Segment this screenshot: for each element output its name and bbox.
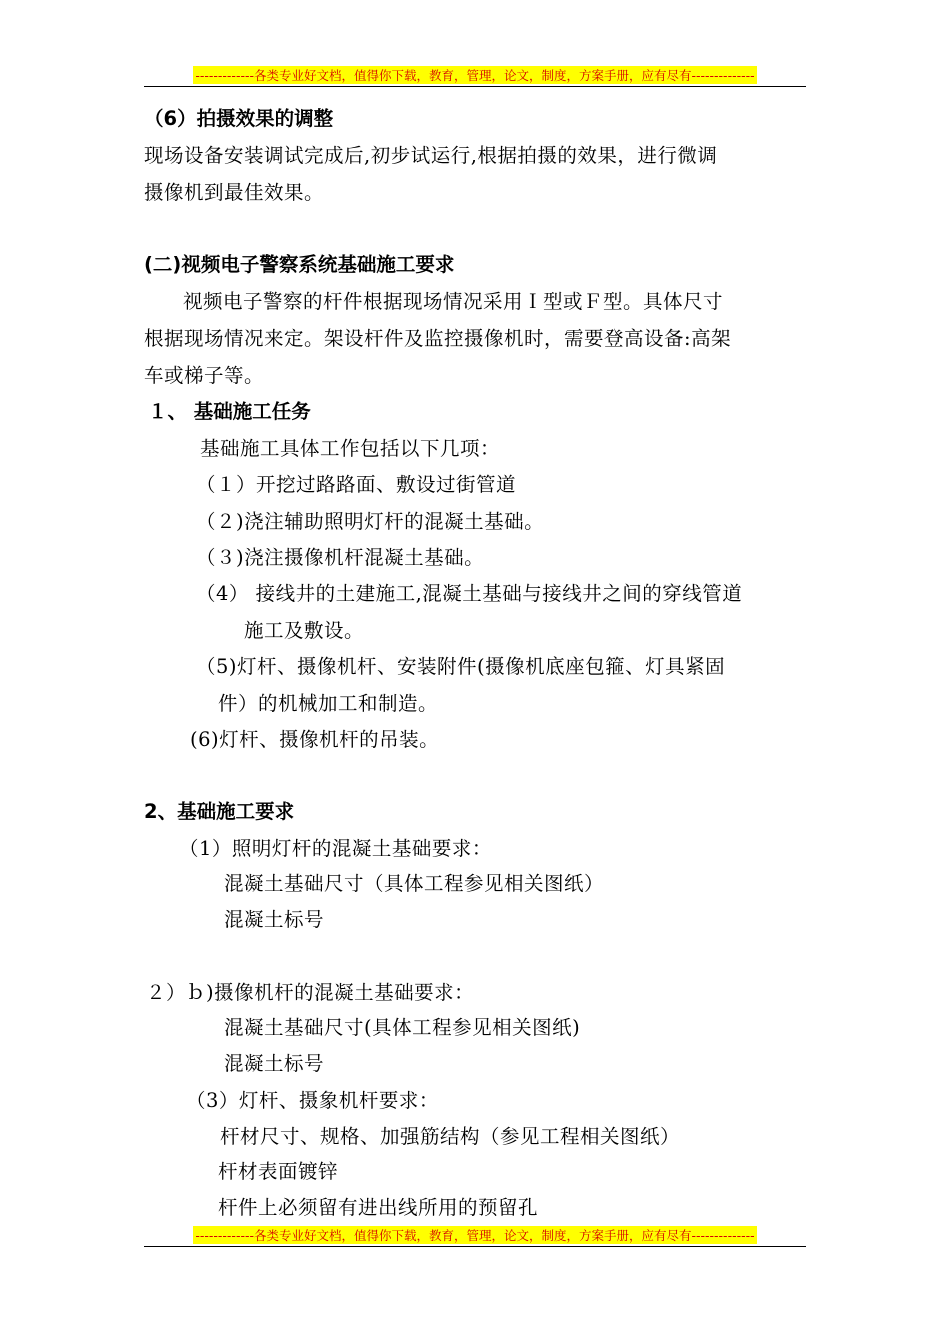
list-sub-item: 杆材表面镀锌 (218, 1160, 339, 1183)
list-item-continuation: 件）的机械加工和制造。 (218, 692, 439, 715)
paragraph-line: 现场设备安装调试完成后,初步试运行,根据拍摄的效果，进行微调 (144, 144, 718, 167)
heading-6-shooting-adjustment: （6）拍摄效果的调整 (144, 107, 334, 130)
subheading-2-requirements: 2、基础施工要求 (144, 800, 295, 823)
footer-banner (144, 1224, 806, 1246)
paragraph-line: 根据现场情况来定。架设杆件及监控摄像机时，需要登高设备:高架 (144, 327, 732, 350)
list-item: （3）灯杆、摄象机杆要求： (186, 1089, 439, 1112)
list-sub-item: 混凝土基础尺寸(具体工程参见相关图纸) (224, 1016, 581, 1039)
list-sub-item: 杆件上必须留有进出线所用的预留孔 (218, 1196, 539, 1219)
footer-banner-text: -------------各类专业好文档，值得你下载，教育，管理，论文，制度，方案手册，应有尽有-------------- (195, 1228, 755, 1243)
list-item: （5)灯杆、摄像机杆、安装附件(摄像机底座包箍、灯具紧固 (196, 655, 726, 678)
list-item: (6)灯杆、摄像机杆的吊装。 (190, 728, 440, 751)
list-item: （２)浇注辅助照明灯杆的混凝土基础。 (196, 510, 545, 533)
list-item: （３)浇注摄像机杆混凝土基础。 (196, 546, 485, 569)
list-item: （1）照明灯杆的混凝土基础要求： (179, 837, 492, 860)
paragraph-line: 车或梯子等。 (144, 364, 265, 387)
paragraph-line: 基础施工具体工作包括以下几项： (200, 437, 501, 460)
list-sub-item: 混凝土基础尺寸（具体工程参见相关图纸） (224, 872, 605, 895)
section-heading-2: (二)视频电子警察系统基础施工要求 (144, 253, 455, 276)
list-item-continuation: 施工及敷设。 (244, 619, 365, 642)
subheading-1-tasks: １、 基础施工任务 (148, 400, 311, 423)
list-sub-item: 杆材尺寸、规格、加强筋结构（参见工程相关图纸） (220, 1125, 681, 1148)
list-sub-item: 混凝土标号 (224, 908, 325, 931)
list-item: （4） 接线井的土建施工,混凝土基础与接线井之间的穿线管道 (196, 582, 743, 605)
paragraph-line: 摄像机到最佳效果。 (144, 181, 325, 204)
header-banner-text: -------------各类专业好文档，值得你下载，教育，管理，论文，制度，方案手册，应有尽有-------------- (195, 68, 755, 83)
paragraph-line: 视频电子警察的杆件根据现场情况采用Ｉ型或Ｆ型。具体尺寸 (183, 290, 724, 313)
footer-rule (144, 1246, 806, 1247)
list-item: （１）开挖过路路面、敷设过街管道 (196, 473, 517, 496)
header-banner (144, 64, 806, 86)
list-sub-item: 混凝土标号 (224, 1052, 325, 1075)
header-rule (144, 86, 806, 87)
list-item: ２）ｂ)摄像机杆的混凝土基础要求： (146, 981, 475, 1004)
